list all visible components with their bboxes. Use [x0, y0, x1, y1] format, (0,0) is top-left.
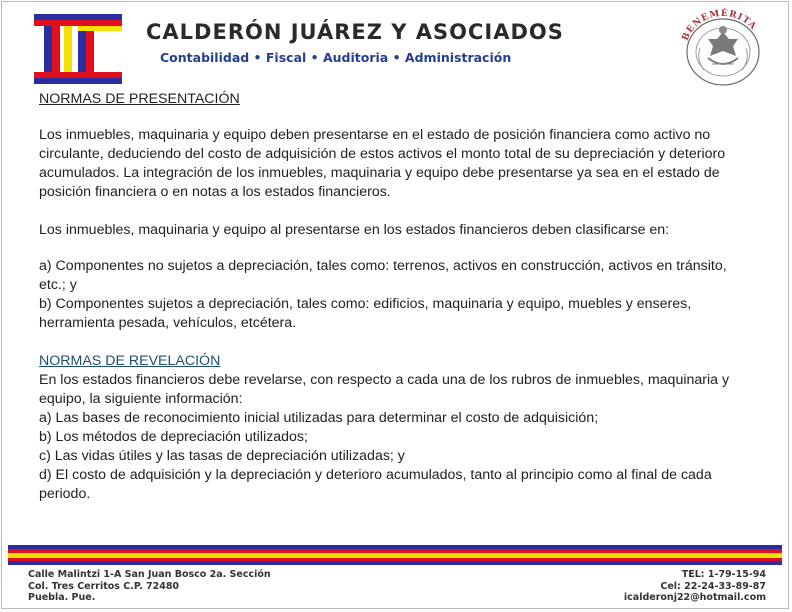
phone-number: TEL: 1-79-15-94	[681, 569, 766, 580]
document-body	[39, 90, 739, 504]
revelation-item-d: d) El costo de adquisición y la depreciación y deterioro acumulados, tanto al principio como al final de cada periodo.	[39, 467, 712, 502]
company-services: Contabilidad • Fiscal • Auditoria • Administración	[160, 50, 512, 65]
presentation-heading: NORMAS DE PRESENTACIÓN	[39, 91, 240, 107]
university-seal-icon	[672, 8, 774, 92]
address-line: Col. Tres Cerritos C.P. 72480	[28, 580, 180, 592]
cell-number: Cel: 22-24-33-89-87	[660, 580, 766, 592]
address-line: Puebla. Pue.	[28, 592, 96, 603]
revelation-item-a: a) Las bases de reconocimiento inicial utilizadas para determinar el costo de adquisición;	[39, 410, 599, 426]
revelation-heading: NORMAS DE REVELACIÓN	[39, 353, 221, 369]
revelation-item-b: b) Los métodos de depreciación utilizados;	[39, 429, 308, 445]
address-line: Calle Malintzi 1-A San Juan Bosco 2a. Sección	[28, 569, 271, 580]
footer-contact	[560, 569, 766, 604]
company-name: CALDERÓN JUÁREZ Y ASOCIADOS	[146, 20, 564, 44]
paragraph-presentation: Los inmuebles, maquinaria y equipo deben presentarse en el estado de posición financiera como activo no circulante, deduciendo del costo de adquisición de estos activos el monto total de su depreciación y deterioro acumulados. La integración de los inmuebles, maquinaria y equipo debe presentarse ya sea en el estado de posición financiera o en notas a los estados financieros.	[39, 127, 726, 200]
revelation-intro: En los estados financieros debe revelarse, con respecto a cada una de los rubros de inmuebles, maquinaria y equipo, la siguiente información:	[39, 372, 730, 407]
paragraph-classification: Los inmuebles, maquinaria y equipo al presentarse en los estados financieros deben clasificarse en:	[39, 222, 670, 238]
revelation-item-c: c) Las vidas útiles y las tasas de depreciación utilizadas; y	[39, 448, 405, 464]
seal-top-text: BENEMÉRITA	[680, 8, 759, 43]
footer-stripes	[8, 545, 782, 565]
email-address: icalderonj22@hotmail.com	[623, 592, 766, 603]
company-logo-icon	[34, 14, 122, 84]
list-item-a: a) Componentes no sujetos a depreciación, tales como: terrenos, activos en construcción, activos en tránsito, etc.; y	[39, 258, 727, 293]
list-item-b: b) Componentes sujetos a depreciación, tales como: edificios, maquinaria y equipo, muebles y enseres, herramienta pesada, vehículos, etcétera.	[39, 296, 692, 331]
footer-address	[28, 569, 388, 604]
